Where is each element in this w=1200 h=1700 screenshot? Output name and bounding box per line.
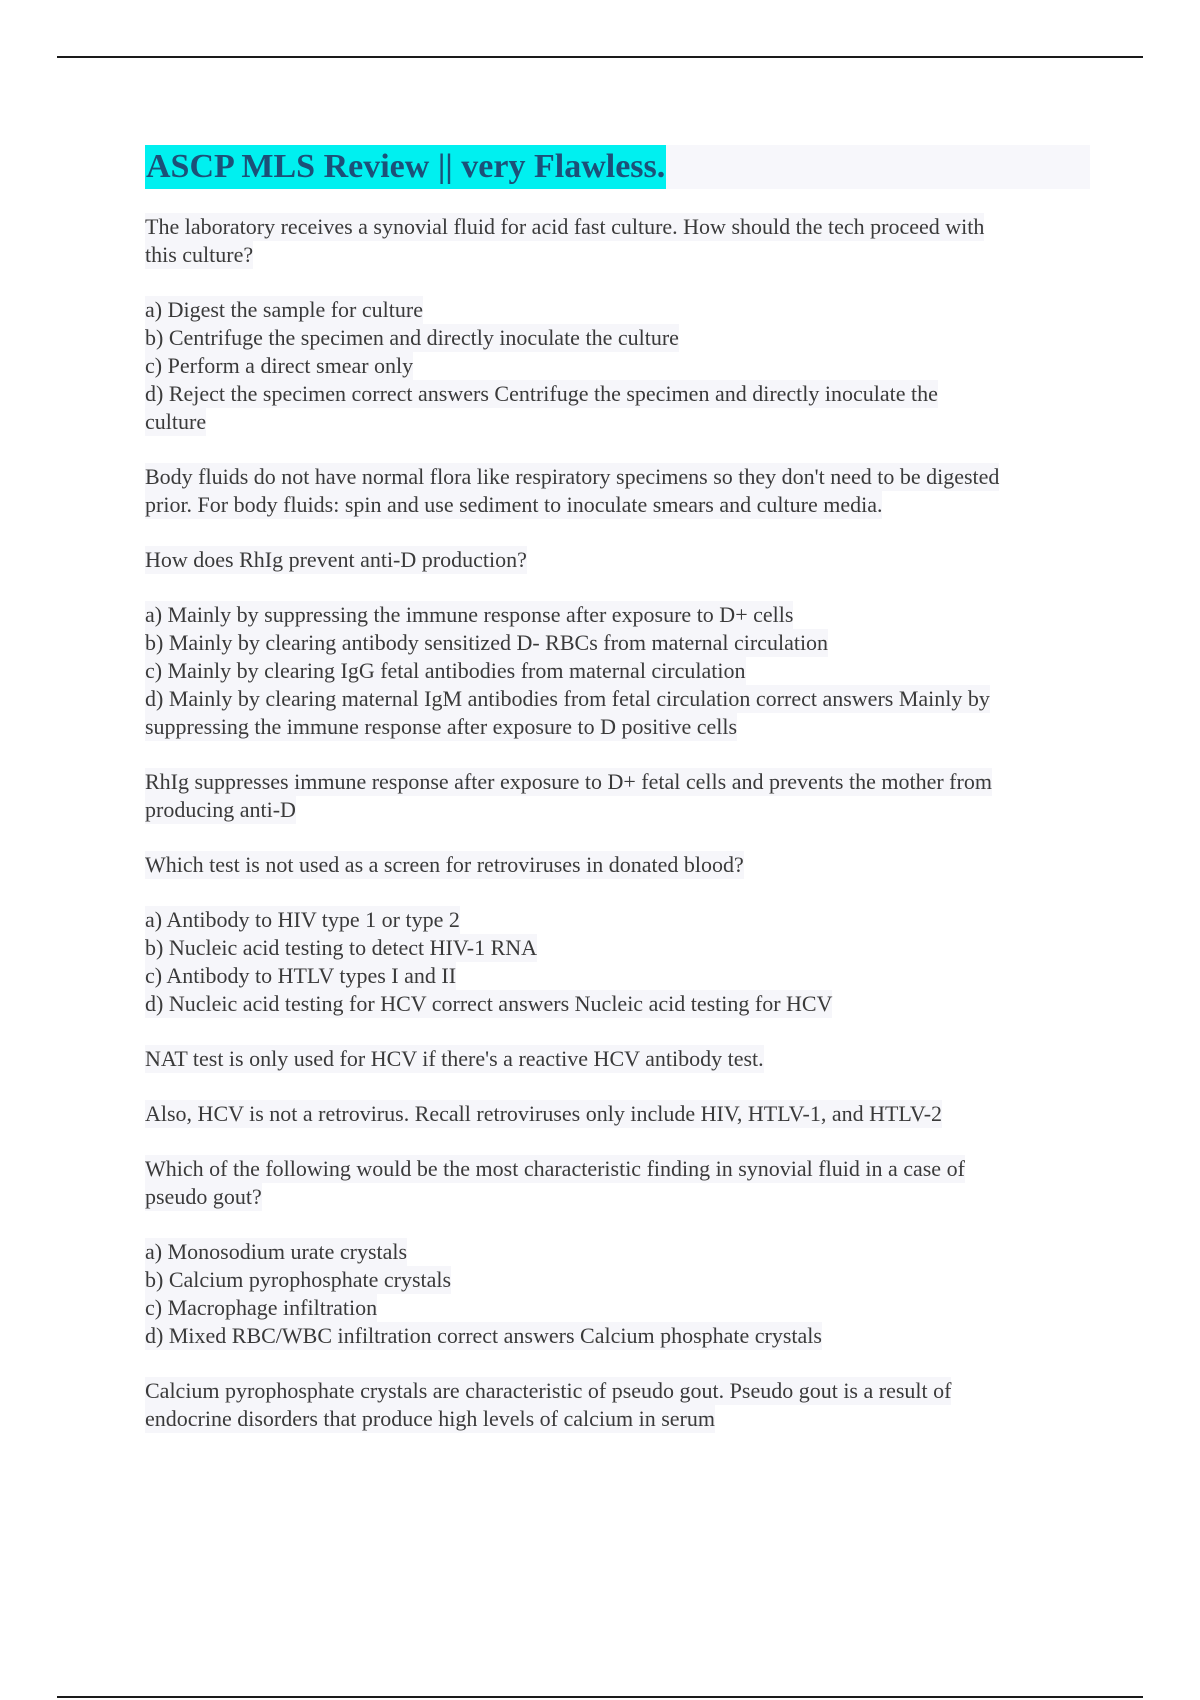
text-line: The laboratory receives a synovial fluid for acid fast culture. How should the tech proceed with [145,214,985,239]
text-line: a) Monosodium urate crystals [145,1239,408,1264]
text-line: NAT test is only used for HCV if there's a reactive HCV antibody test. [145,1046,764,1071]
question-list [145,213,1090,1433]
title-row [145,145,1090,189]
text-block [145,546,1090,574]
text-line: suppressing the immune response after exposure to D positive cells [145,714,738,739]
text-block [145,906,1090,1018]
text-line: Also, HCV is not a retrovirus. Recall retroviruses only include HIV, HTLV-1, and HTLV-2 [145,1101,943,1126]
text-line: Which test is not used as a screen for retroviruses in donated blood? [145,852,744,877]
text-line: b) Calcium pyrophosphate crystals [145,1267,452,1292]
text-block [145,296,1090,436]
text-line: pseudo gout? [145,1184,262,1209]
text-block [145,1045,1090,1073]
text-line: Body fluids do not have normal flora like respiratory specimens so they don't need to be digested [145,464,1000,489]
text-line: a) Digest the sample for culture [145,297,423,322]
top-rule [57,56,1143,58]
text-line: Calcium pyrophosphate crystals are characteristic of pseudo gout. Pseudo gout is a result of [145,1378,952,1403]
text-line: c) Perform a direct smear only [145,353,414,378]
text-line: c) Antibody to HTLV types I and II [145,963,457,988]
text-block [145,1100,1090,1128]
text-line: How does RhIg prevent anti-D production? [145,547,527,572]
text-line: b) Centrifuge the specimen and directly inoculate the culture [145,325,679,350]
document-body [145,145,1090,1460]
text-line: producing anti-D [145,797,296,822]
text-line: c) Macrophage infiltration [145,1295,378,1320]
text-line: d) Nucleic acid testing for HCV correct answers Nucleic acid testing for HCV [145,991,833,1016]
text-block [145,601,1090,741]
text-block [145,851,1090,879]
text-line: RhIg suppresses immune response after exposure to D+ fetal cells and prevents the mother from [145,769,992,794]
text-line: a) Mainly by suppressing the immune response after exposure to D+ cells [145,602,794,627]
text-line: endocrine disorders that produce high levels of calcium in serum [145,1406,715,1431]
text-line: a) Antibody to HIV type 1 or type 2 [145,907,460,932]
text-block [145,768,1090,824]
text-line: d) Mixed RBC/WBC infiltration correct answers Calcium phosphate crystals [145,1323,822,1348]
text-line: this culture? [145,242,254,267]
text-block [145,1377,1090,1433]
text-line: prior. For body fluids: spin and use sediment to inoculate smears and culture media. [145,492,883,517]
text-line: d) Mainly by clearing maternal IgM antibodies from fetal circulation correct answers Mainly by [145,686,990,711]
text-line: b) Nucleic acid testing to detect HIV-1 RNA [145,935,538,960]
text-line: culture [145,409,207,434]
text-block [145,213,1090,269]
text-block [145,1238,1090,1350]
text-line: c) Mainly by clearing IgG fetal antibodies from maternal circulation [145,658,746,683]
bottom-rule [57,1696,1143,1698]
text-line: d) Reject the specimen correct answers Centrifuge the specimen and directly inoculate the [145,381,938,406]
text-line: Which of the following would be the most characteristic finding in synovial fluid in a case of [145,1156,965,1181]
text-line: b) Mainly by clearing antibody sensitized D- RBCs from maternal circulation [145,630,829,655]
page-title: ASCP MLS Review || very Flawless. [145,145,666,189]
text-block [145,463,1090,519]
text-block [145,1155,1090,1211]
